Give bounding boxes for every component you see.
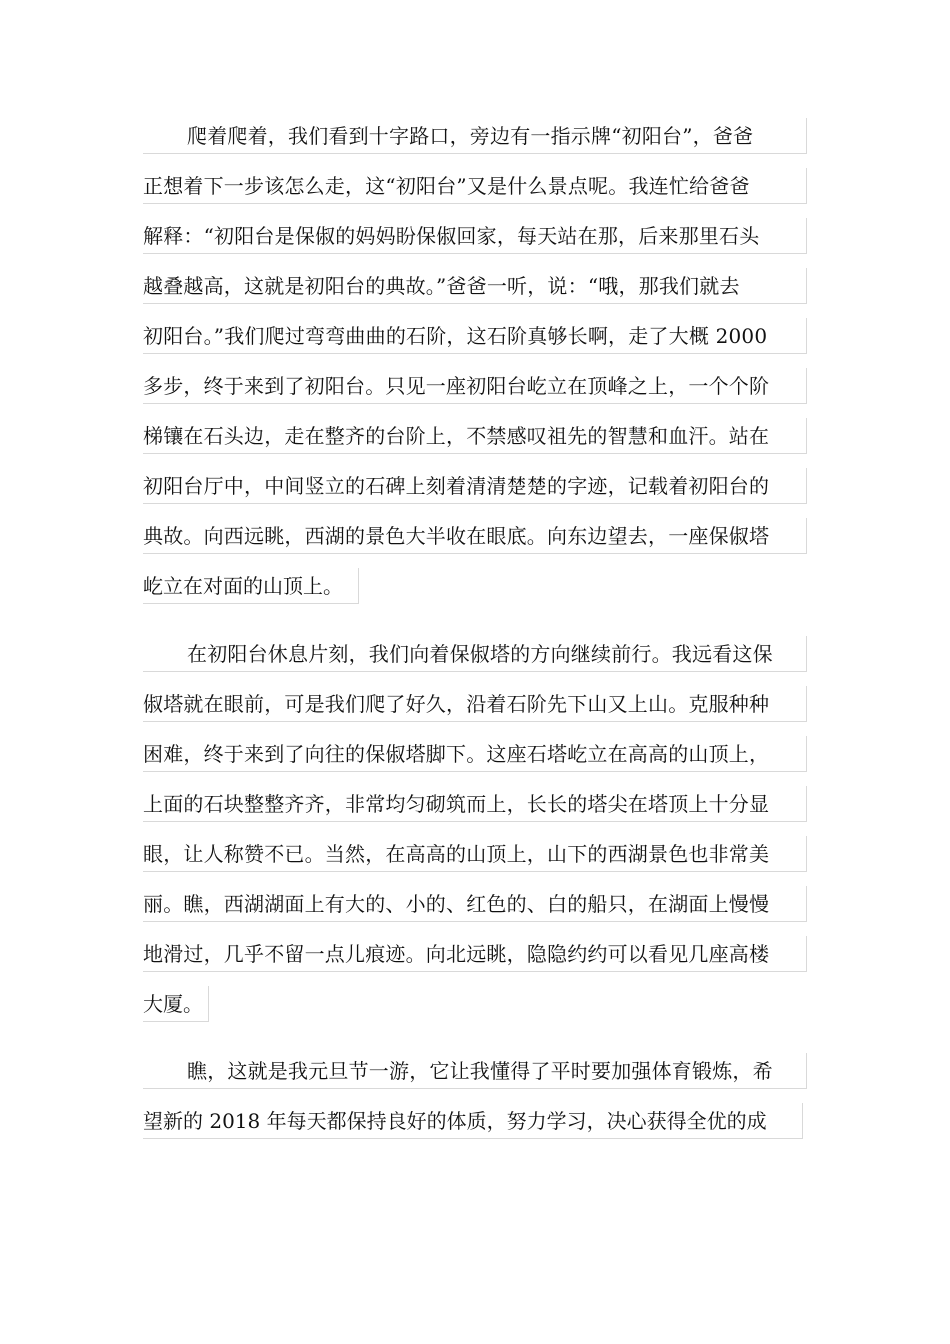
paragraph-line: 多步，终于来到了初阳台。只见一座初阳台屹立在顶峰之上，一个个阶 xyxy=(143,368,807,404)
paragraph-line: 正想着下一步该怎么走，这“初阳台”又是什么景点呢。我连忙给爸爸 xyxy=(143,168,807,204)
paragraph-line: 望新的 2018 年每天都保持良好的体质，努力学习，决心获得全优的成 xyxy=(143,1103,803,1139)
paragraph-line: 丽。瞧，西湖湖面上有大的、小的、红色的、白的船只，在湖面上慢慢 xyxy=(143,886,807,922)
paragraph-line: 屹立在对面的山顶上。 xyxy=(143,568,359,604)
paragraph-line: 爬着爬着，我们看到十字路口，旁边有一指示牌“初阳台”，爸爸 xyxy=(143,118,807,154)
paragraph-line: 眼，让人称赞不已。当然，在高高的山顶上，山下的西湖景色也非常美 xyxy=(143,836,807,872)
paragraph-line: 上面的石块整整齐齐，非常均匀砌筑而上，长长的塔尖在塔顶上十分显 xyxy=(143,786,807,822)
paragraph-line: 瞧，这就是我元旦节一游，它让我懂得了平时要加强体育锻炼，希 xyxy=(143,1053,807,1089)
paragraph-line: 初阳台厅中，中间竖立的石碑上刻着清清楚楚的字迹，记载着初阳台的 xyxy=(143,468,807,504)
paragraph-line: 初阳台。”我们爬过弯弯曲曲的石阶，这石阶真够长啊，走了大概 2000 xyxy=(143,318,807,354)
paragraph-line: 越叠越高，这就是初阳台的典故。”爸爸一听，说：“哦，那我们就去 xyxy=(143,268,807,304)
paragraph-line: 典故。向西远眺，西湖的景色大半收在眼底。向东边望去，一座保俶塔 xyxy=(143,518,807,554)
paragraph-line: 俶塔就在眼前，可是我们爬了好久，沿着石阶先下山又上山。克服种种 xyxy=(143,686,807,722)
paragraph-line: 困难，终于来到了向往的保俶塔脚下。这座石塔屹立在高高的山顶上， xyxy=(143,736,807,772)
paragraph-line: 大厦。 xyxy=(143,986,209,1022)
paragraph-line: 梯镶在石头边，走在整齐的台阶上，不禁感叹祖先的智慧和血汗。站在 xyxy=(143,418,807,454)
paragraph-line: 地滑过，几乎不留一点儿痕迹。向北远眺，隐隐约约可以看见几座高楼 xyxy=(143,936,807,972)
paragraph-line: 解释：“初阳台是保俶的妈妈盼保俶回家，每天站在那，后来那里石头 xyxy=(143,218,807,254)
paragraph-line: 在初阳台休息片刻，我们向着保俶塔的方向继续前行。我远看这保 xyxy=(143,636,807,672)
